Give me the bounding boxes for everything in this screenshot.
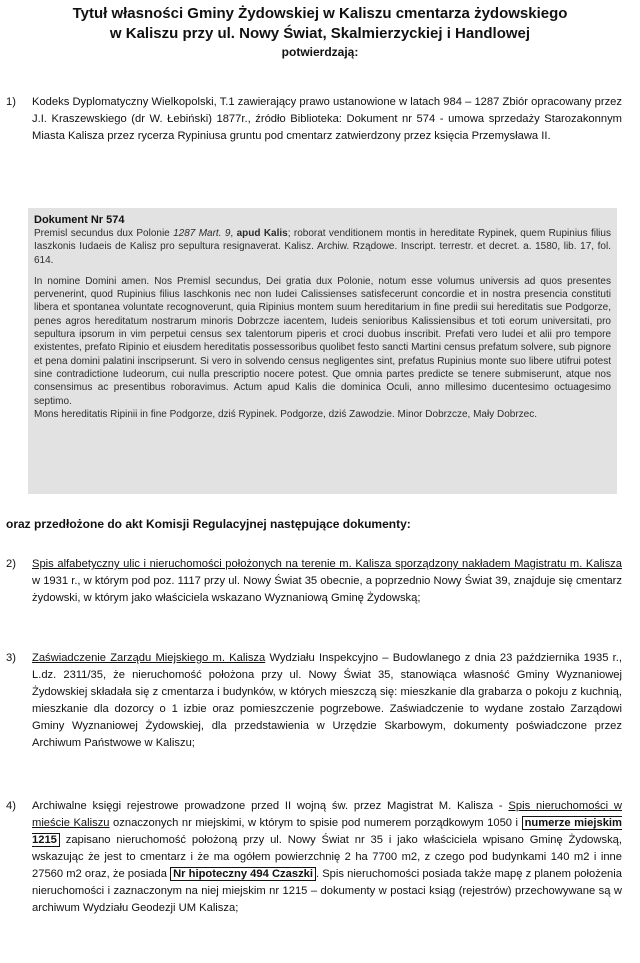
boxed-city-number: numerze miejskim 1215 [32, 817, 622, 846]
list-item-1 [6, 94, 622, 145]
list-item-4 [6, 798, 622, 917]
item-number: 1) [6, 96, 16, 108]
item-text [32, 650, 622, 752]
document-quote-box [28, 208, 617, 494]
item-text-rest: Wydziału Inspekcyjno – Budowlanego z dnia 23 października 1935 r., L.dz. 2311/35, że nieruchomość położona przy ul. Nowy Świat 35, stanowiąca własność Gminy Wyznaniowej Żydowskiej składała się z cmentarza i budynków, w których mieszczą się: mieszkanie dla grabarza o pokoju z kuchnią, mieszkanie dla dozorcy o 1 izbie oraz pomieszczenie pogrzebowe. Zaświadczenie to wydane zostało Zarządowi Gminy Wyznaniowej Żydowskiej, dla przedstawienia w Urzędzie Skarbowym, dokumenty poświadczone przez Archiwum Państwowe w Kaliszu; [32, 652, 622, 749]
summary-date: 1287 Mart. 9 [173, 228, 231, 239]
item-text-part: . Spis nieruchomości posiada także mapę z planem położenia nieruchomości i zaznaczonym na niej miejskim nr 1215 – dokumenty w postaci ksiąg (rejestrów) przechowywane są w archiwum Wydziału Geodezji UM Kalisza; [32, 868, 622, 914]
underlined-source: Spis alfabetyczny ulic i nieruchomości położonych na terenie m. Kalisza sporządzony nakładem Magistratu m. Kalisza [32, 558, 622, 570]
document-title: Dokument Nr 574 [34, 214, 125, 226]
document-latin-text: In nomine Domini amen. Nos Premisl secundus, Dei gratia dux Polonie, notum esse volumus universis ad quos presentes pervenerint, quod Rupinius filius Iaschkonis nec non Iudei Calissienses satisfecerunt concordie et in nostra presencia constituti libera et spontanea voluntate recognoverunt, quia Ripinius montem suum hereditarium in fine predii sui hereditatis sue Podgorze, penes agros hereditatum nostrarum minoris Dobrzcze iacentem, Iudeis senioribus Kalissiensibus et toti eorum universitati, pro sepultura ipsorum in vim perpetui census sex talentorum piperis et croci duobus inscribit. Prefati vero Iudei et alii pro tempore existentes, prefato Ripinio et eiusdem hereditatis possessoribus quolibet festo sancti Martini census prefatum solvere, sub pignore et pena domini palatini inscripserunt. Si vero in solvendo census negligentes sint, prefatus Rupinius monte suo libere utifrui potest sine contradictione Iudeorum, cui nulla prescriptio nocere potest. Que omnia partes predicte se tenere submiserunt, atque nos consensimus ac presentibus roboravimus. Actum apud Kalis die dominica Oculi, anno millesimo ducentesimo octuagesimo septimo. [34, 275, 611, 407]
item-text-part: zapisano nieruchomość położoną przy ul. Nowy Świat nr 35 i jako właściciela wpisano Gminę Żydowską, wskazując że jest to cmentarz i że ma ogółem powierzchnię 2 ha 7700 m2, z czego pod budynkami 140 m2 i inne 27560 m2 oraz, że posiada [32, 834, 622, 880]
item-text-part: oznaczonych nr miejskimi, w którym to spisie pod numerem porządkowym 1050 i [109, 817, 522, 829]
item-number: 2) [6, 558, 16, 570]
page-title [0, 4, 640, 44]
item-text [32, 798, 622, 917]
section-heading: oraz przedłożone do akt Komisji Regulacyjnej następujące dokumenty: [6, 517, 411, 531]
boxed-mortgage-number: Nr hipoteczny 494 Czaszki [170, 867, 316, 881]
item-number: 3) [6, 652, 16, 664]
list-item-3 [6, 650, 622, 752]
underlined-source: Zaświadczenie Zarządu Miejskiego m. Kalisza [32, 652, 266, 664]
item-number: 4) [6, 800, 16, 812]
item-text-part: Archiwalne księgi rejestrowe prowadzone przed II wojną św. przez Magistrat M. Kalisza - [32, 800, 509, 812]
summary-text: Premisl secundus dux Polonie [34, 228, 174, 239]
summary-place: apud Kalis [236, 228, 288, 239]
underlined-source: Spis nieruchomości w mieście Kaliszu [32, 800, 622, 829]
item-text [32, 556, 622, 607]
document-footnote: Mons hereditatis Ripinii in fine Podgorze, dziś Rypinek. Podgorze, dziś Zawodzie. Minor Dobrzcze, Mały Dobrzec. [34, 408, 537, 420]
item-text: Kodeks Dyplomatyczny Wielkopolski, T.1 zawierający prawo ustanowione w latach 984 – 1287 Zbiór opracowany przez J.I. Kraszewskiego (dr W. Łebiński) 1877r., źródło Biblioteka: Dokument nr 574 - umowa sprzedaży Starozakonnym Miasta Kalisza przez rycerza Rypiniusa gruntu pod cmentarz zatwierdzony przez księcia Przemysława II. [32, 96, 622, 142]
summary-sep: , [230, 228, 237, 239]
title-line-1: Tytuł własności Gminy Żydowskiej w Kaliszu cmentarza żydowskiego [72, 5, 568, 22]
page-subtitle: potwierdzają: [281, 45, 359, 59]
summary-text-rest: ; roborat venditionem montis in hereditate Rypinek, quem Rupinius filius Iaszkonis Iudaeis de Kalisz pro sepultura resignaverat. Kalisz. Archiw. Rządowe. Inscript. terrestr. et decret. a. 1580, lib. 17, fol. 614. [34, 228, 611, 266]
title-line-2: w Kaliszu przy ul. Nowy Świat, Skalmierzyckiej i Handlowej [109, 25, 531, 42]
list-item-2 [6, 556, 622, 607]
document-summary [34, 227, 611, 267]
item-text-rest: w 1931 r., w którym pod poz. 1117 przy ul. Nowy Świat 35 obecnie, a poprzednio Nowy Świat 39, znajduje się cmentarz żydowski, w którym jako właściciela wskazano Wyznaniową Gminę Żydowską; [32, 575, 622, 604]
